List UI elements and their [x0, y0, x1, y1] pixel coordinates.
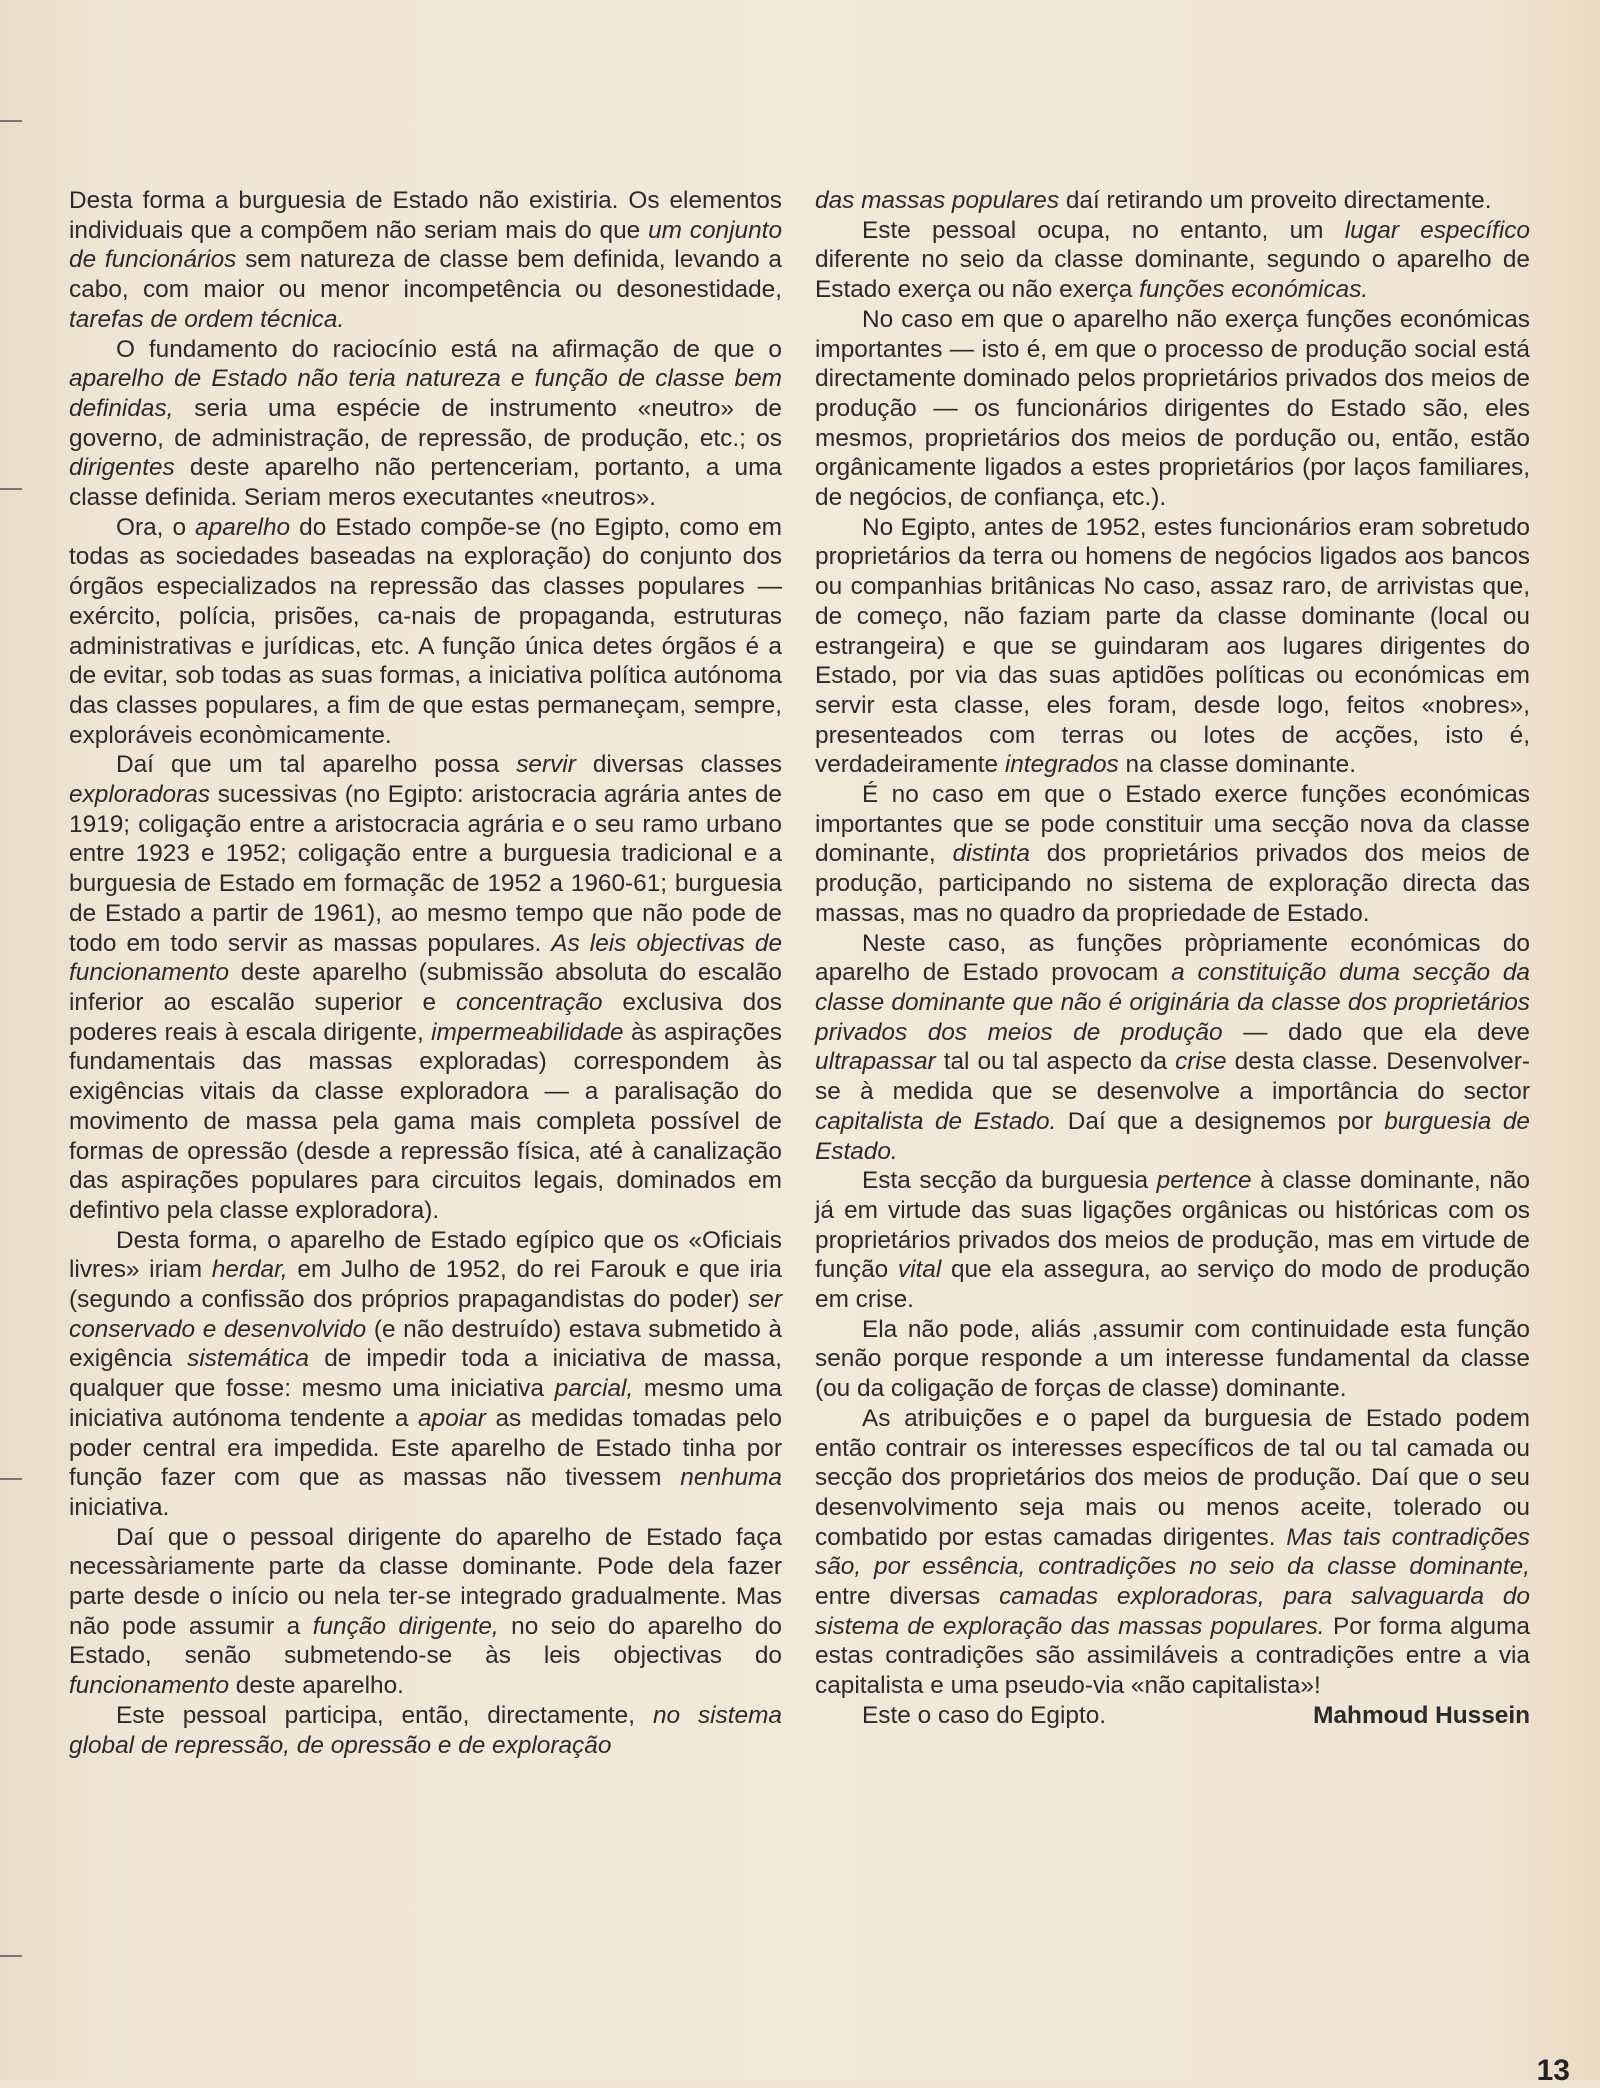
margin-mark: [0, 488, 22, 490]
paragraph: das massas populares daí retirando um proveito directamente.: [815, 187, 1492, 214]
paragraph: Ela não pode, aliás ,assumir com continuidade esta função senão porque responde a um interesse fundamental da classe (ou da coligação de forças de classe) dominante.: [815, 1315, 1530, 1403]
paragraph: Desta forma, o aparelho de Estado egípico que os «Oficiais livres» iriam herdar, em Julho de 1952, do rei Farouk e que iria (segundo a confissão dos próprios prapagandistas do poder) ser conservado e desenvolvido (e não destruído) estava submetido à exigência sistemática de impedir toda a iniciativa de massa, qualquer que fosse: mesmo uma iniciativa parcial, mesmo uma iniciativa autónoma tendente a apoiar as medidas tomadas pelo poder central era impedida. Este aparelho de Estado tinha por função fazer com que as massas não tivessem nenhuma iniciativa.: [69, 1226, 783, 1521]
margin-mark: [0, 1955, 22, 1957]
paragraph: Ora, o aparelho do Estado compõe-se (no Egipto, como em todas as sociedades baseadas na exploração) do conjunto dos órgãos especializados na repressão das classes populares — exército, polícia, prisões, ca-nais de propaganda, estruturas administrativas e jurídicas, etc. A função única detes órgãos é a de evitar, sob todas as suas formas, a iniciativa política autónoma das classes populares, a fim de que estas permaneçam, sempre, exploráveis econòmicamente.: [69, 513, 782, 749]
paragraph: Daí que um tal aparelho possa servir diversas classes exploradoras sucessivas (no Egipto: aristocracia agrária antes de 1919; coligação entre a aristocracia agrária e o seu ramo urbano entre 1923 e 1952; coligação entre a burguesia tradicional e a burguesia de Estado em formaçãc de 1952 a 1960-61; burguesia de Estado a partir de 1961), ao mesmo tempo que não pode de todo em todo servir as massas populares. As leis objectivas de funcionamento deste aparelho (submissão absoluta do escalão inferior ao escalão superior e concentração exclusiva dos poderes reais à escala dirigente, impermeabilidade às aspirações fundamentais das massas exploradas) correspondem às exigências vitais da classe exploradora — a paralisação do movimento de massa pela gama mais completa possível de formas de opressão (desde a repressão física, até à canalização das aspirações populares para circuitos legais, dominados em defintivo pela classe exploradora).: [69, 751, 783, 1224]
margin-mark: [0, 120, 22, 122]
paragraph: As atribuições e o papel da burguesia de Estado podem então contrair os interesses específicos de tal ou tal camada ou secção dos proprietários dos meios de produção. Daí que o seu desenvolvimento seja mais ou menos aceite, tolerado ou combatido por estas camadas dirigentes. Mas tais contradições são, por essência, contradições no seio da classe dominante, entre diversas camadas exploradoras, para salvaguarda do sistema de exploração das massas populares. Por forma alguma estas contradições são assimiláveis a contradições entre a via capitalista e uma pseudo-via «não capitalista»!: [815, 1404, 1530, 1700]
left-column: [69, 186, 782, 1760]
closing-text: Este o caso do Egipto.: [862, 1701, 1107, 1729]
paragraph: No Egipto, antes de 1952, estes funcionários eram sobretudo proprietários da terra ou homens de negócios ligados aos bancos ou companhias britânicas No caso, assaz raro, de arrivistas que, de começo, não faziam parte da classe dominante (local ou estrangeira) e que se guindaram aos lugares dirigentes do Estado, por via das suas aptidões políticas ou económicas em servir esta classe, eles foram, desde logo, feitos «nobres», presenteados com terras ou lotes de acções, isto é, verdadeiramente integrados na classe dominante.: [815, 513, 1530, 779]
paragraph: Neste caso, as funções pròpriamente económicas do aparelho de Estado provocam a constituição duma secção da classe dominante que não é originária da classe dos proprietários privados dos meios de produção — dado que ela deve ultrapassar tal ou tal aspecto da crise desta classe. Desenvolver-se à medida que se desenvolve a importância do sector capitalista de Estado. Daí que a designemos por burguesia de Estado.: [815, 929, 1530, 1165]
paragraph: No caso em que o aparelho não exerça funções económicas importantes — isto é, em que o processo de produção social está directamente dominado pelos proprietários privados dos meios de produção — os funcionários dirigentes do Estado são, eles mesmos, proprietários dos meios de pordução ou, então, estão orgânicamente ligados a estes proprietários (por laços familiares, de negócios, de confiança, etc.).: [815, 305, 1530, 512]
paragraph: O fundamento do raciocínio está na afirmação de que o aparelho de Estado não teria natureza e função de classe bem definidas, seria uma espécie de instrumento «neutro» de governo, de administração, de repressão, de produção, etc.; os dirigentes deste aparelho não pertenceriam, portanto, a uma classe definida. Seriam meros executantes «neutros».: [69, 335, 782, 512]
margin-mark: [0, 1478, 22, 1480]
paragraph: Este pessoal ocupa, no entanto, um lugar específico diferente no seio da classe dominante, segundo o aparelho de Estado exerça ou não exerça funções económicas.: [815, 216, 1530, 304]
page-number: 13: [1536, 2054, 1570, 2087]
paragraph: É no caso em que o Estado exerce funções económicas importantes que se pode constituir uma secção nova da classe dominante, distinta dos proprietários privados dos meios de produção, participando no sistema de exploração directa das massas, mas no quadro da propriedade de Estado.: [815, 781, 1530, 927]
paragraph: Desta forma a burguesia de Estado não existiria. Os elementos individuais que a compõem não seriam mais do que um conjunto de funcionários sem natureza de classe bem definida, levando a cabo, com maior ou menor incompetência ou desonestidade, tarefas de ordem técnica.: [69, 187, 783, 333]
right-column: [815, 186, 1530, 1731]
paragraph: Esta secção da burguesia pertence à classe dominante, não já em virtude das suas ligações orgânicas ou históricas com os proprietários privados dos meios de produção, mas em virtude de função vital que ela assegura, ao serviço do modo de produção em crise.: [815, 1167, 1530, 1314]
paragraph: Daí que o pessoal dirigente do aparelho de Estado faça necessàriamente parte da classe dominante. Pode dela fazer parte desde o início ou nela ter-se integrado gradualmente. Mas não pode assumir a função dirigente, no seio do aparelho do Estado, senão submetendo-se às leis objectivas do funcionamento deste aparelho.: [69, 1523, 782, 1700]
author-byline: Mahmoud Hussein: [1313, 1701, 1530, 1729]
closing-line: [815, 1701, 1530, 1731]
paragraph: Este pessoal participa, então, directamente, no sistema global de repressão, de opressão e de exploração: [69, 1701, 782, 1759]
